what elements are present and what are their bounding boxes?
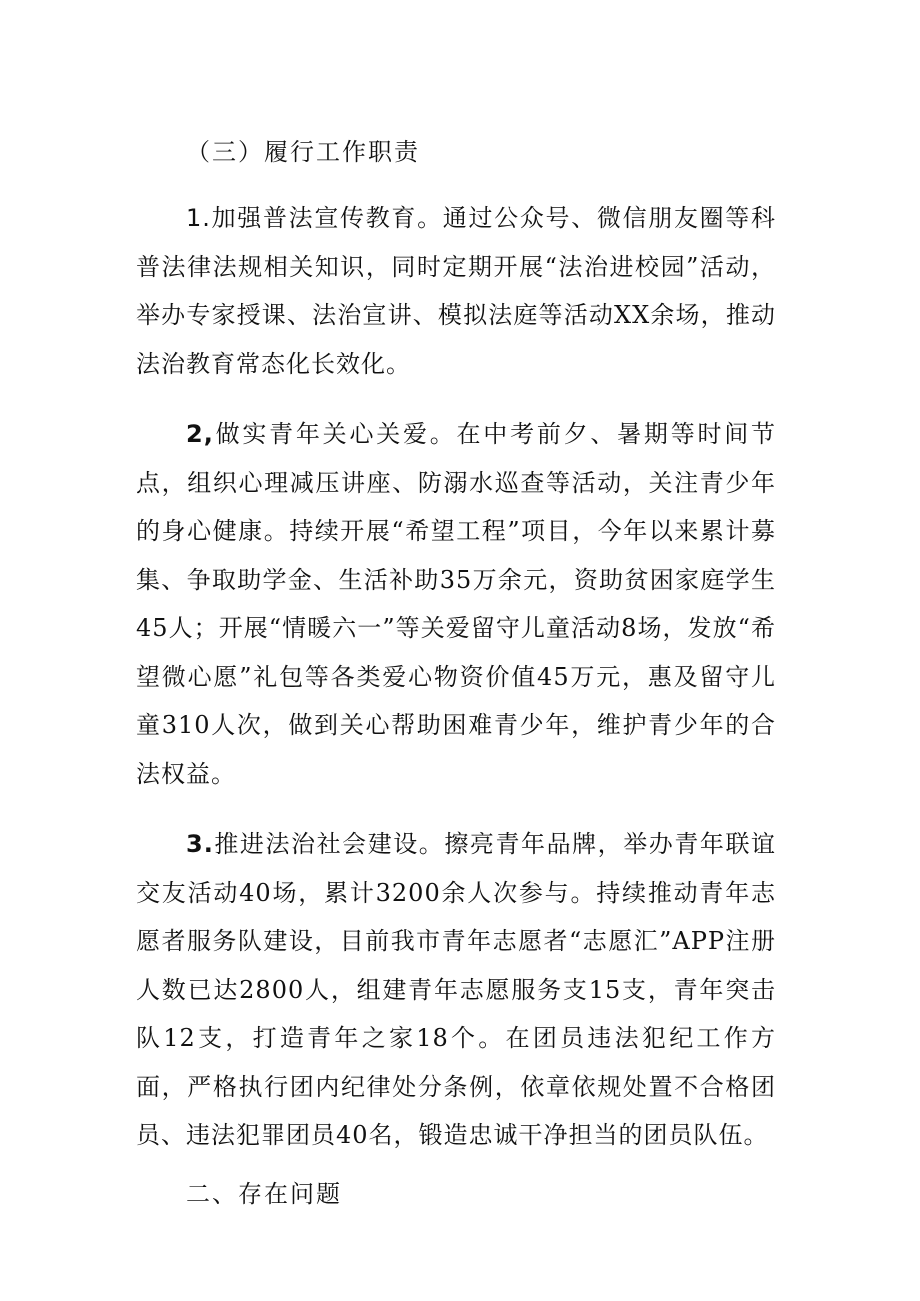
paragraph-item-1 xyxy=(136,194,776,388)
paragraph-item-2 xyxy=(136,410,776,798)
item-text: 加强普法宣传教育。通过公众号、微信朋友圈等科普法律法规相关知识，同时定期开展“法治进校园”活动，举办专家授课、法治宣讲、模拟法庭等活动XX余场，推动法治教育常态化长效化。 xyxy=(136,204,776,378)
item-text: 做实青年关心关爱。在中考前夕、暑期等时间节点，组织心理减压讲座、防溺水巡查等活动，关注青少年的身心健康。持续开展“希望工程”项目，今年以来累计募集、争取助学金、生活补助35万余元，资助贫困家庭学生45人；开展“情暖六一”等关爱留守儿童活动8场，发放“希望微心愿”礼包等各类爱心物资价值45万元，惠及留守儿童310人次，做到关心帮助困难青少年，维护青少年的合法权益。 xyxy=(136,420,776,788)
next-section-heading: 二、存在问题 xyxy=(186,1179,342,1208)
item-number: 1. xyxy=(186,204,211,232)
item-number: 2, xyxy=(186,420,214,448)
paragraph-item-3 xyxy=(136,820,776,1160)
item-text: 推进法治社会建设。擦亮青年品牌，举办青年联谊交友活动40场，累计3200余人次参与。持续推动青年志愿者服务队建设，目前我市青年志愿者“志愿汇”APP注册人数已达2800人，组建青年志愿服务支15支，青年突击队12支，打造青年之家18个。在团员违法犯纪工作方面，严格执行团内纪律处分条例，依章依规处置不合格团员、违法犯罪团员40名，锻造忠诚干净担当的团员队伍。 xyxy=(136,830,776,1149)
section-heading: （三）履行工作职责 xyxy=(186,138,420,166)
item-number: 3. xyxy=(186,830,214,858)
document-body xyxy=(136,128,776,1218)
